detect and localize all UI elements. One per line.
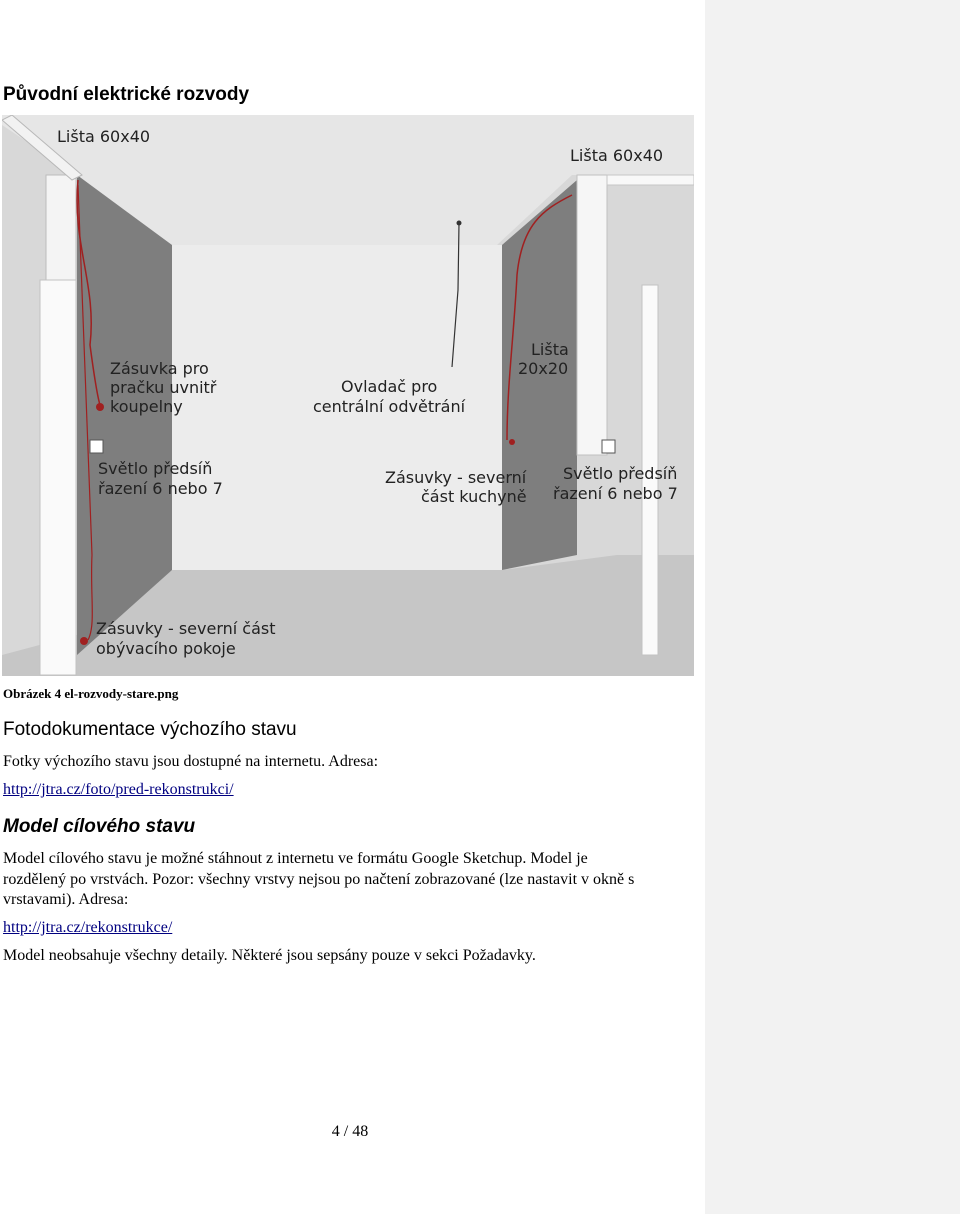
label-zasuvky-obyvak-1: Zásuvky - severní část xyxy=(96,619,276,638)
label-zasuvka-pracka-2: pračku uvnitř xyxy=(110,378,217,397)
label-zasuvky-obyvak-2: obývacího pokoje xyxy=(96,639,236,658)
label-lista-small-1: Lišta xyxy=(531,340,569,359)
ventilation-control-marker xyxy=(457,221,462,226)
right-margin-panel xyxy=(705,0,960,1214)
label-ovladac-2: centrální odvětrání xyxy=(313,397,466,416)
outlet-living-marker xyxy=(80,637,88,645)
model-paragraph-line-2: rozdělený po vrstvách. Pozor: všechny vrstvy nejsou po načtení zobrazované (lze nastavit v okně s xyxy=(3,871,635,888)
label-zasuvka-pracka-1: Zásuvka pro xyxy=(110,359,209,378)
section-heading-target-model: Model cílového stavu xyxy=(3,816,196,837)
label-svetlo-right-2: řazení 6 nebo 7 xyxy=(553,484,678,503)
label-lista-left: Lišta 60x40 xyxy=(57,127,151,146)
label-ovladac-1: Ovladač pro xyxy=(341,377,438,396)
label-zasuvky-kuchyne-1: Zásuvky - severní xyxy=(385,468,527,487)
outlet-kitchen-marker xyxy=(509,439,515,445)
label-svetlo-right-1: Světlo předsíň xyxy=(563,464,678,483)
right-pillar xyxy=(577,175,607,455)
label-zasuvka-pracka-3: koupelny xyxy=(110,397,183,416)
page-number: 4 / 48 xyxy=(331,1123,369,1140)
label-svetlo-left-1: Světlo předsíň xyxy=(98,459,213,478)
wiring-diagram-figure xyxy=(2,115,694,676)
model-link-line xyxy=(3,917,172,938)
details-paragraph: Model neobsahuje všechny detaily. Některé jsou sepsány pouze v sekci Požadavky. xyxy=(3,947,536,964)
label-svetlo-left-2: řazení 6 nebo 7 xyxy=(98,479,223,498)
photo-link[interactable]: http://jtra.cz/foto/pred-rekonstrukci/ xyxy=(3,781,234,798)
label-lista-right: Lišta 60x40 xyxy=(570,146,664,165)
model-link[interactable]: http://jtra.cz/rekonstrukce/ xyxy=(3,919,173,936)
label-zasuvky-kuchyne-2: část kuchyně xyxy=(421,487,527,506)
right-lista-beam xyxy=(607,175,694,185)
model-paragraph-line-1: Model cílového stavu je možné stáhnout z internetu ve formátu Google Sketchup. Model je xyxy=(3,850,588,867)
left-door-frame xyxy=(40,280,76,675)
model-paragraph-line-3: vrstavami). Adresa: xyxy=(3,891,129,908)
outlet-washer-marker xyxy=(96,403,104,411)
photo-paragraph: Fotky výchozího stavu jsou dostupné na internetu. Adresa: xyxy=(3,753,379,770)
label-lista-small-2: 20x20 xyxy=(518,359,569,378)
photo-link-line xyxy=(3,779,234,800)
section-heading-photo-documentation: Fotodokumentace výchozího stavu xyxy=(3,719,297,740)
light-fixture-right xyxy=(602,440,615,453)
figure-caption: Obrázek 4 el-rozvody-stare.png xyxy=(3,686,179,701)
wiring-diagram-svg xyxy=(2,115,694,676)
light-fixture-left xyxy=(90,440,103,453)
section-heading-original-wiring: Původní elektrické rozvody xyxy=(3,84,250,105)
